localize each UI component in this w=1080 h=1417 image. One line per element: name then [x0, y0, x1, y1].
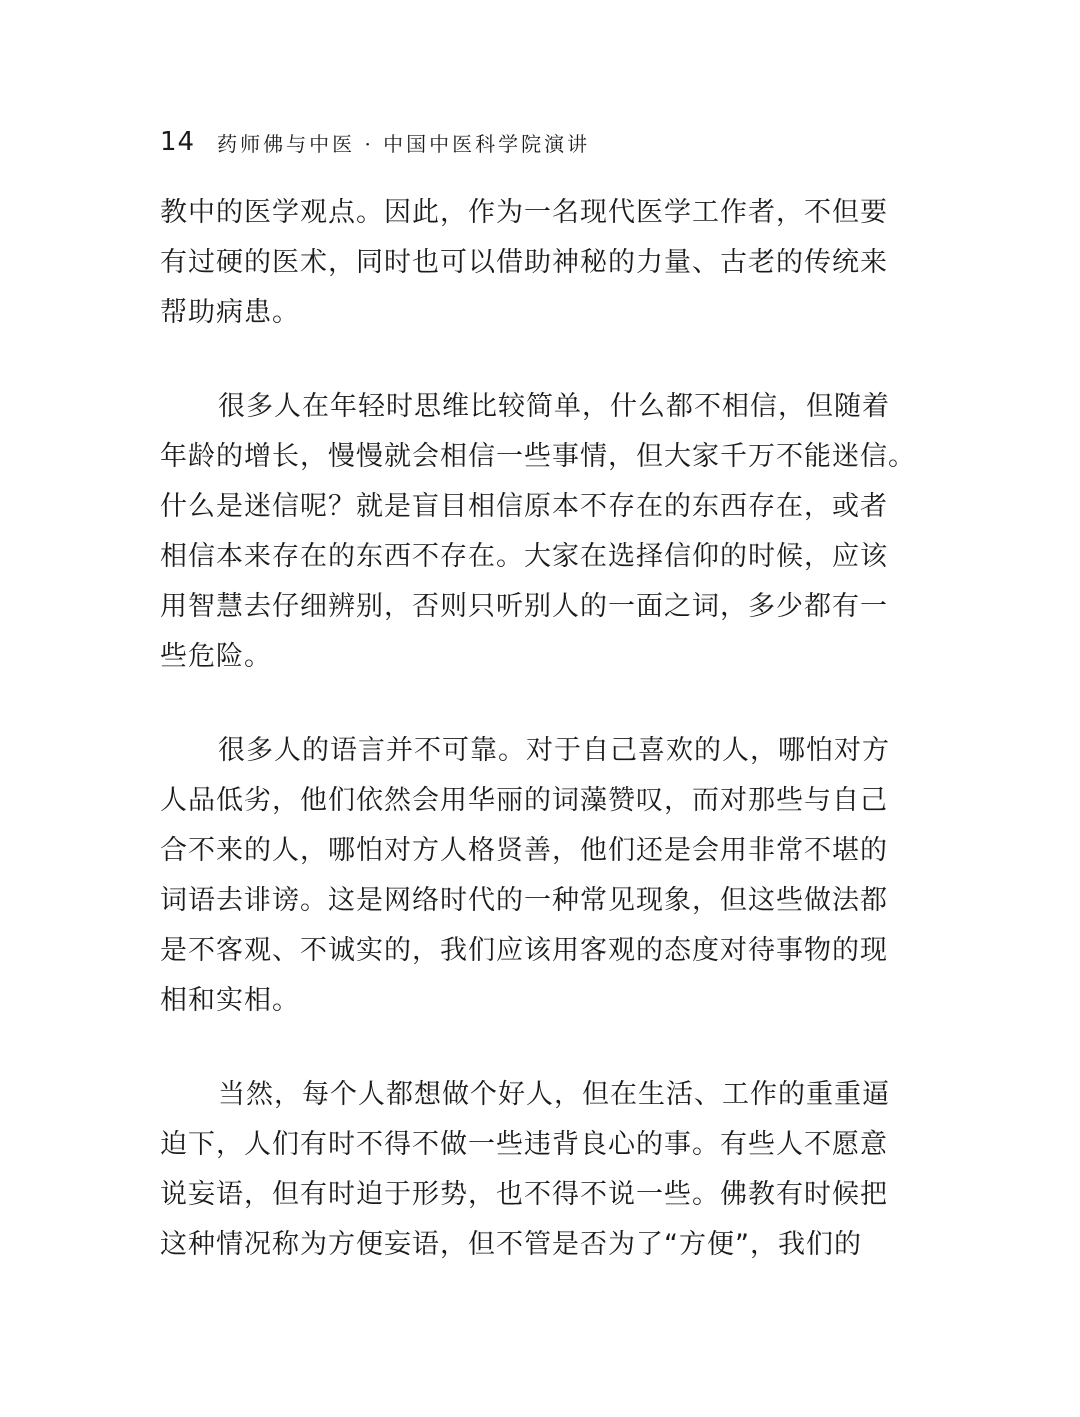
text-line: 帮助病患。: [160, 297, 300, 328]
book-title: 药师佛与中医 · 中国中医科学院演讲: [217, 131, 591, 156]
text-line: 词语去诽谤。这是网络时代的一种常见现象，但这些做法都: [160, 885, 888, 916]
text-line: 很多人在年轻时思维比较简单，什么都不相信，但随着: [218, 391, 890, 422]
text-line: 这种情况称为方便妄语，但不管是否为了“方便”，我们的: [160, 1229, 862, 1260]
paragraph-2: [160, 382, 916, 682]
text-line: 很多人的语言并不可靠。对于自己喜欢的人，哪怕对方: [218, 735, 890, 766]
text-line: 相和实相。: [160, 985, 300, 1016]
paragraph-4: [160, 1070, 900, 1270]
text-line: 迫下，人们有时不得不做一些违背良心的事。有些人不愿意: [160, 1129, 888, 1160]
text-line: 些危险。: [160, 641, 272, 672]
text-line: 年龄的增长，慢慢就会相信一些事情，但大家千万不能迷信。: [160, 441, 916, 472]
text-line: 教中的医学观点。因此，作为一名现代医学工作者，不但要: [160, 197, 888, 228]
text-line: 当然，每个人都想做个好人，但在生活、工作的重重逼: [218, 1079, 890, 1110]
running-header: [160, 122, 590, 162]
text-line: 用智慧去仔细辨别，否则只听别人的一面之词，多少都有一: [160, 591, 888, 622]
paragraph-3: [160, 726, 900, 1026]
text-line: 说妄语，但有时迫于形势，也不得不说一些。佛教有时候把: [160, 1179, 888, 1210]
text-line: 什么是迷信呢？就是盲目相信原本不存在的东西存在，或者: [160, 491, 888, 522]
text-line: 有过硬的医术，同时也可以借助神秘的力量、古老的传统来: [160, 247, 888, 278]
text-line: 相信本来存在的东西不存在。大家在选择信仰的时候，应该: [160, 541, 888, 572]
text-line: 合不来的人，哪怕对方人格贤善，他们还是会用非常不堪的: [160, 835, 888, 866]
text-line: 人品低劣，他们依然会用华丽的词藻赞叹，而对那些与自己: [160, 785, 888, 816]
page-number: 14: [160, 127, 196, 157]
text-line: 是不客观、不诚实的，我们应该用客观的态度对待事物的现: [160, 935, 888, 966]
body-text: [160, 188, 916, 1314]
paragraph-1: [160, 188, 900, 338]
